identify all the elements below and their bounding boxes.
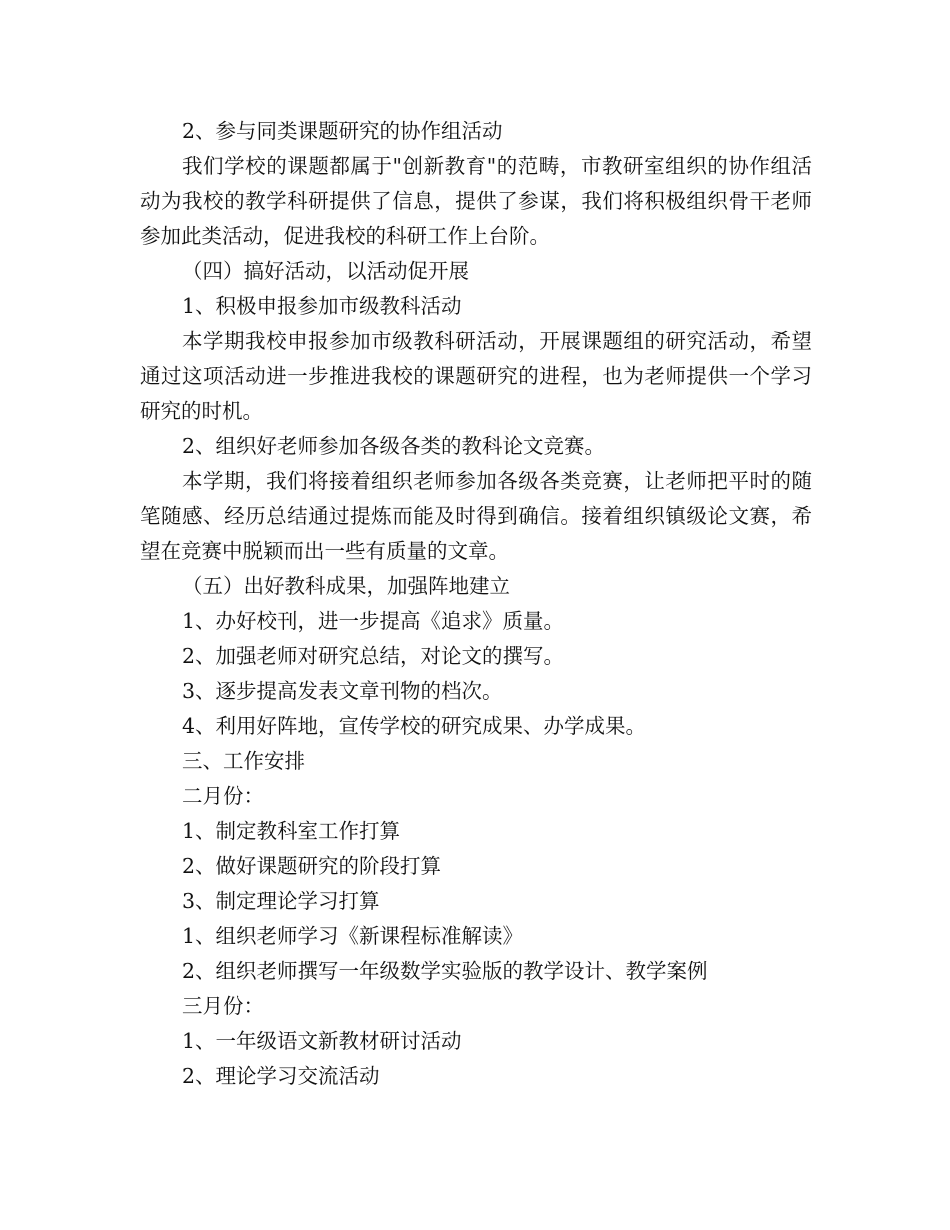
list-item: 2、组织老师撰写一年级数学实验版的教学设计、教学案例 [182,959,708,983]
list-item: 2、做好课题研究的阶段打算 [182,854,442,878]
section-heading: （四）搞好活动，以活动促开展 [182,259,469,283]
month-heading: 三月份： [182,994,264,1018]
document-body [140,114,812,1094]
list-item-heading: 2、组织好老师参加各级各类的教科论文竞赛。 [182,434,606,458]
list-item: 1、办好校刊，进一步提高《追求》质量。 [182,609,565,633]
list-item: 1、组织老师学习《新课程标准解读》 [182,924,524,948]
list-item-heading: 2、参与同类课题研究的协作组活动 [182,119,503,143]
body-paragraph: 本学期我校申报参加市级教科研活动，开展课题组的研究活动，希望通过这项活动进一步推进我校的课题研究的进程，也为老师提供一个学习研究的时机。 [140,329,812,423]
body-paragraph: 我们学校的课题都属于"创新教育"的范畴，市教研室组织的协作组活动为我校的教学科研提供了信息，提供了参谋，我们将积极组织骨干老师参加此类活动，促进我校的科研工作上台阶。 [140,154,812,248]
section-heading: 三、工作安排 [182,749,305,773]
list-item-heading: 1、积极申报参加市级教科活动 [182,294,462,318]
list-item: 2、加强老师对研究总结，对论文的撰写。 [182,644,565,668]
list-item: 3、制定理论学习打算 [182,889,380,913]
list-item: 2、理论学习交流活动 [182,1064,380,1088]
list-item: 3、逐步提高发表文章刊物的档次。 [182,679,503,703]
body-paragraph: 本学期，我们将接着组织老师参加各级各类竞赛，让老师把平时的随笔随感、经历总结通过提炼而能及时得到确信。接着组织镇级论文赛，希望在竞赛中脱颖而出一些有质量的文章。 [140,469,812,563]
list-item: 4、利用好阵地，宣传学校的研究成果、办学成果。 [182,714,647,738]
month-heading: 二月份： [182,784,264,808]
list-item: 1、制定教科室工作打算 [182,819,401,843]
list-item: 1、一年级语文新教材研讨活动 [182,1029,462,1053]
section-heading: （五）出好教科成果，加强阵地建立 [182,574,510,598]
